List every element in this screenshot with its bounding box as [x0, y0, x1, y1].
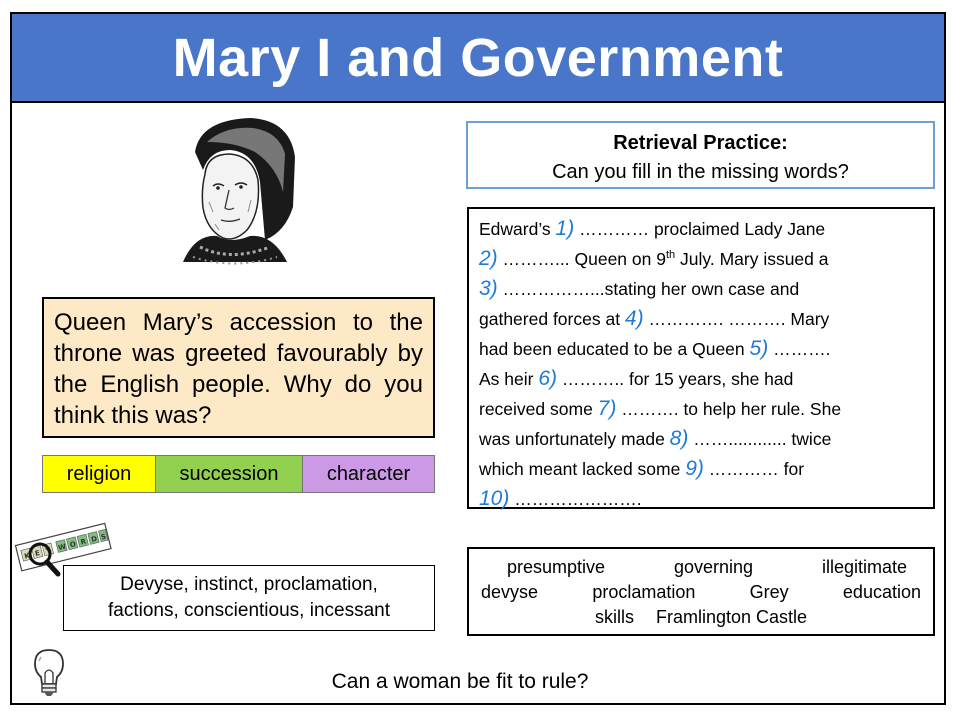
svg-text:Y: Y [44, 546, 52, 556]
key-words-line: Devyse, instinct, proclamation, [120, 574, 378, 595]
svg-text:S: S [100, 532, 107, 542]
blank-number: 8) [669, 427, 689, 450]
blank-number: 3) [479, 277, 498, 300]
blank-number: 2) [479, 247, 498, 270]
category-bar [42, 455, 435, 493]
word-bank-item: Framlington Castle [655, 607, 808, 627]
blank-number: 6) [538, 367, 558, 390]
portrait-image [155, 112, 305, 272]
word-bank-item: proclamation [592, 582, 696, 602]
word-bank-item: illegitimate [821, 557, 907, 577]
lightbulb-icon [30, 647, 68, 699]
key-words-line: factions, conscientious, incessant [108, 600, 390, 621]
word-bank [467, 547, 935, 636]
blank-number: 9) [685, 457, 704, 480]
word-bank-item: education [842, 582, 921, 602]
word-bank-item: skills [594, 607, 634, 627]
blank-number: 10) [479, 487, 510, 510]
retrieval-subheading: Can you fill in the missing words? [552, 161, 849, 183]
word-bank-item: presumptive [507, 557, 606, 577]
title-bar [10, 12, 946, 103]
word-bank-item: devyse [481, 582, 539, 602]
fill-in-the-blanks-text: Edward’s 1) ………… proclaimed Lady Jane 2) ………... Queen on 9th July. Mary issued a 3) ……………...stating her own case and gathered forces at 4) …………. ………. Mary had been educated to be a Queen 5) ………. As heir 6) ……….. for 15 years, she had received some 7) ………. to help her rule. She was unfortunately made 8) ……............ twice which meant lacked some 9) ………… for 10) …………………. [467, 207, 935, 509]
retrieval-heading: Retrieval Practice: [613, 132, 788, 154]
svg-text:E: E [34, 549, 41, 558]
blank-number: 4) [624, 307, 644, 330]
discussion-question: Queen Mary’s accession to the throne was greeted favourably by the English people. Why do you think this was? [42, 297, 435, 438]
svg-text:K: K [23, 551, 31, 561]
key-words-box [63, 565, 435, 631]
footer-question: Can a woman be fit to rule? [331, 670, 589, 693]
page-title: Mary I and Government [172, 27, 784, 88]
blank-number: 1) [555, 217, 575, 240]
category-succession: succession [156, 456, 303, 492]
word-bank-item: Grey [749, 582, 789, 602]
blank-number: 5) [749, 337, 769, 360]
blank-number: 7) [597, 397, 617, 420]
svg-text:W: W [57, 542, 67, 553]
category-religion: religion [43, 456, 156, 492]
svg-text:R: R [79, 537, 87, 547]
category-character: character [303, 456, 434, 492]
svg-text:O: O [69, 540, 77, 550]
svg-text:D: D [90, 534, 99, 544]
retrieval-practice-header [466, 121, 935, 189]
word-bank-item: governing [673, 557, 754, 577]
